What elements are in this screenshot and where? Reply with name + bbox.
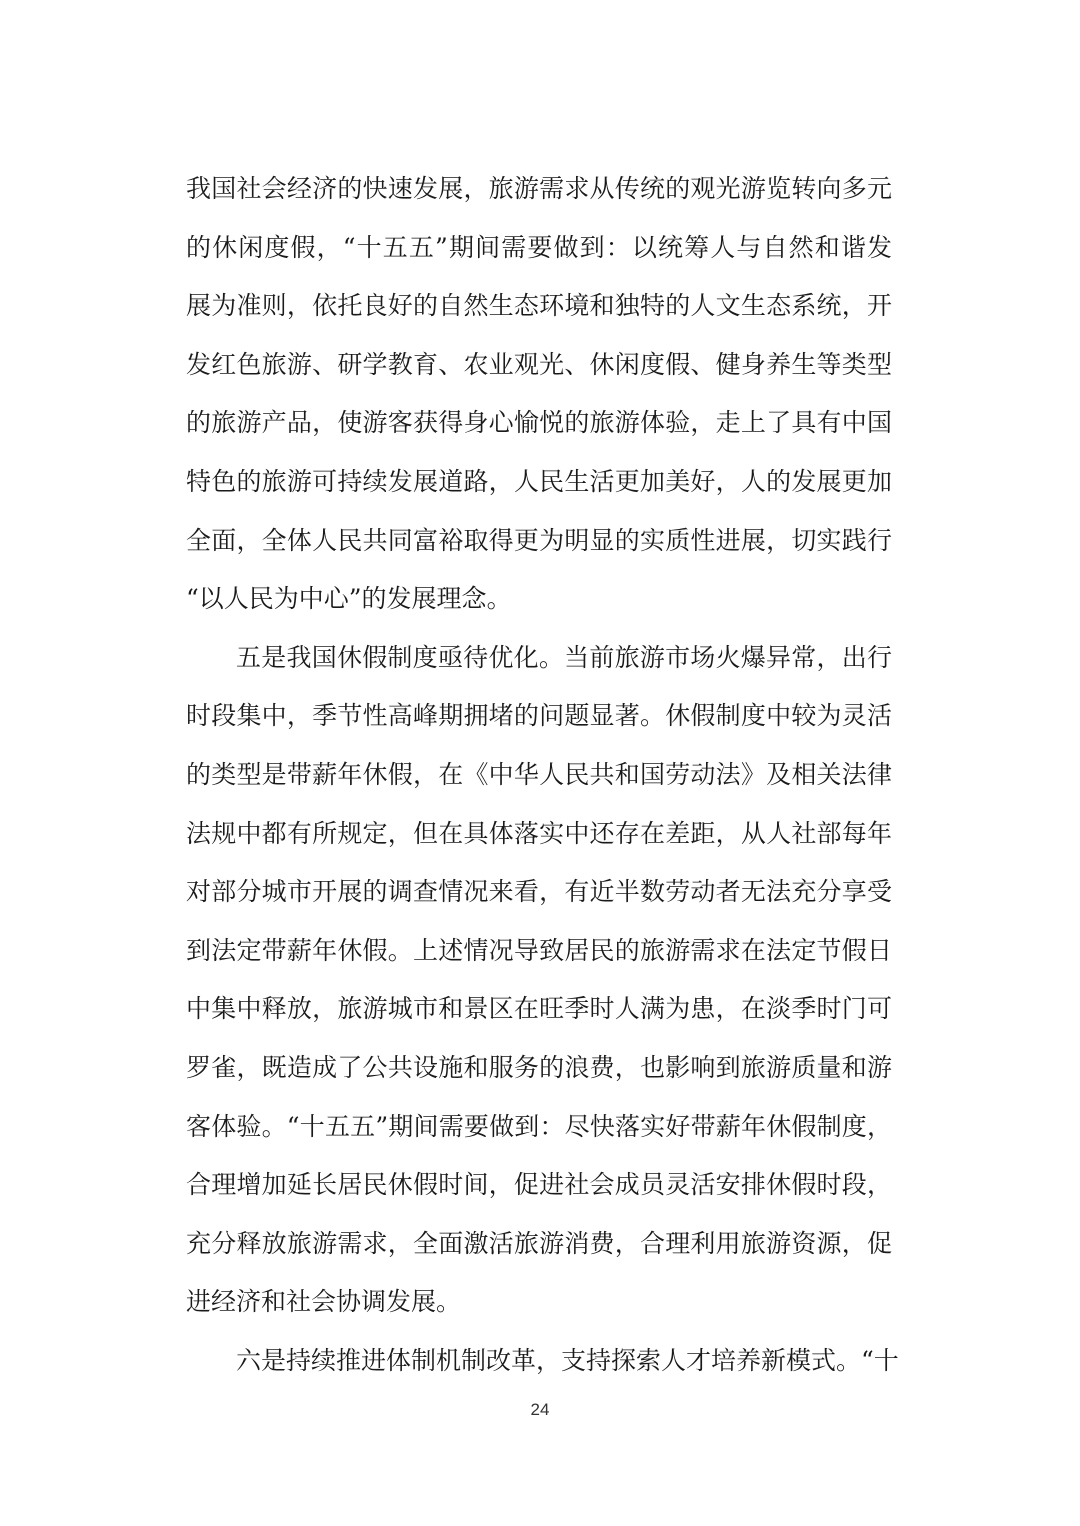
text-line: 充分释放旅游需求，全面激活旅游消费，合理利用旅游资源，促: [186, 1228, 892, 1258]
text-line: 对部分城市开展的调查情况来看，有近半数劳动者无法充分享受: [186, 877, 892, 907]
text-line: 的休闲度假，“十五五”期间需要做到：以统筹人与自然和谐发: [186, 232, 892, 262]
text-line: 罗雀，既造成了公共设施和服务的浪费，也影响到旅游质量和游: [186, 1052, 892, 1082]
text-line: 全面，全体人民共同富裕取得更为明显的实质性进展，切实践行: [186, 525, 892, 555]
text-line: 五是我国休假制度亟待优化。当前旅游市场火爆异常，出行: [236, 642, 892, 672]
text-line: 客体验。“十五五”期间需要做到：尽快落实好带薪年休假制度，: [186, 1111, 892, 1141]
text-line: 发红色旅游、研学教育、农业观光、休闲度假、健身养生等类型: [186, 349, 892, 379]
paragraph: [186, 629, 892, 1332]
body-text: [186, 160, 899, 1390]
text-line: 到法定带薪年休假。上述情况导致居民的旅游需求在法定节假日: [186, 935, 892, 965]
paragraph: [186, 1332, 899, 1391]
text-line: 特色的旅游可持续发展道路，人民生活更加美好，人的发展更加: [186, 466, 892, 496]
paragraph: [186, 160, 892, 629]
text-line: 时段集中，季节性高峰期拥堵的问题显著。休假制度中较为灵活: [186, 701, 892, 731]
text-line: 中集中释放，旅游城市和景区在旺季时人满为患，在淡季时门可: [186, 994, 892, 1024]
text-line: 合理增加延长居民休假时间，促进社会成员灵活安排休假时段，: [186, 1170, 892, 1200]
text-line: 法规中都有所规定，但在具体落实中还存在差距，从人社部每年: [186, 818, 892, 848]
text-line: 展为准则，依托良好的自然生态环境和独特的人文生态系统，开: [186, 291, 892, 321]
text-line: 的类型是带薪年休假，在《中华人民共和国劳动法》及相关法律: [186, 759, 892, 789]
text-line: 我国社会经济的快速发展，旅游需求从传统的观光游览转向多元: [186, 174, 892, 203]
page-number: 24: [530, 1400, 550, 1419]
text-line: 的旅游产品，使游客获得身心愉悦的旅游体验，走上了具有中国: [186, 408, 892, 438]
text-line: 六是持续推进体制机制改革，支持探索人才培养新模式。“十: [236, 1345, 899, 1375]
text-line: 进经济和社会协调发展。: [186, 1287, 462, 1317]
text-line: “以人民为中心”的发展理念。: [186, 584, 512, 614]
